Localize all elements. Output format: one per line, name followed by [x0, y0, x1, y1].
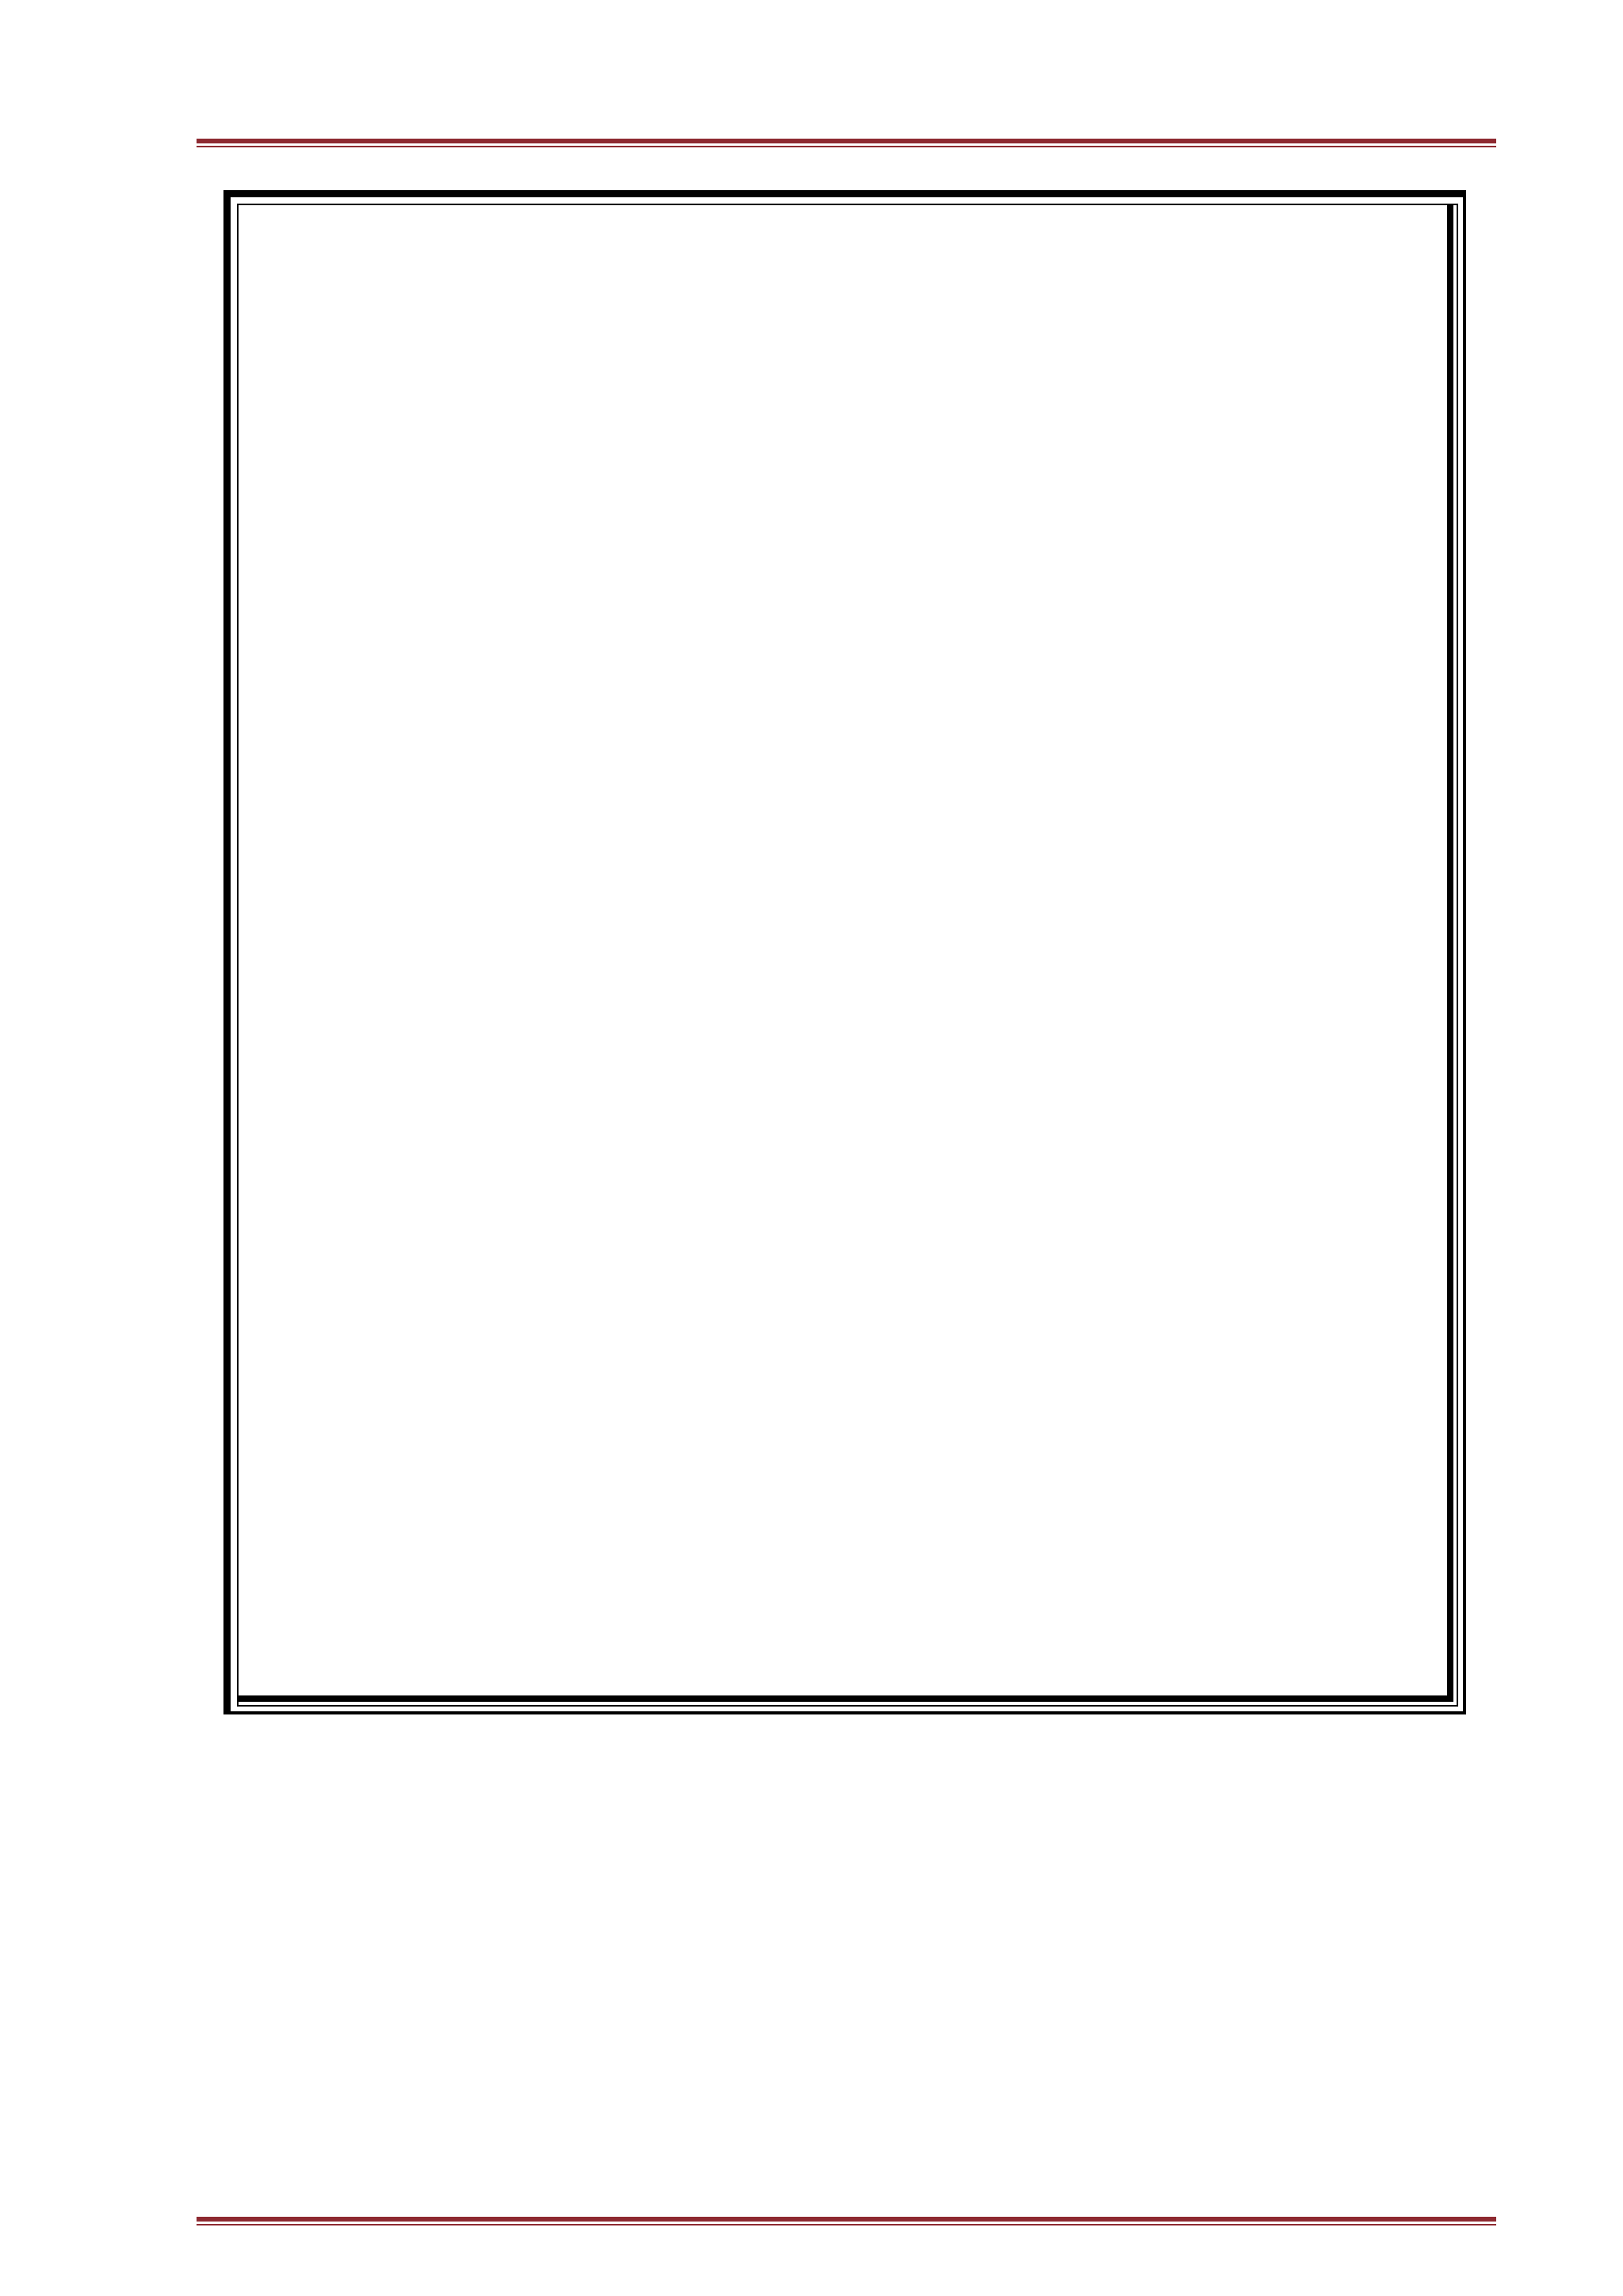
- program-listing-box: [223, 190, 1466, 1714]
- footer-rule-thin: [197, 2224, 1496, 2225]
- header-rule: [197, 139, 1496, 143]
- header-rule-thin: [197, 146, 1496, 147]
- footer-rule: [197, 2217, 1496, 2222]
- tool-note: [251, 1673, 265, 1743]
